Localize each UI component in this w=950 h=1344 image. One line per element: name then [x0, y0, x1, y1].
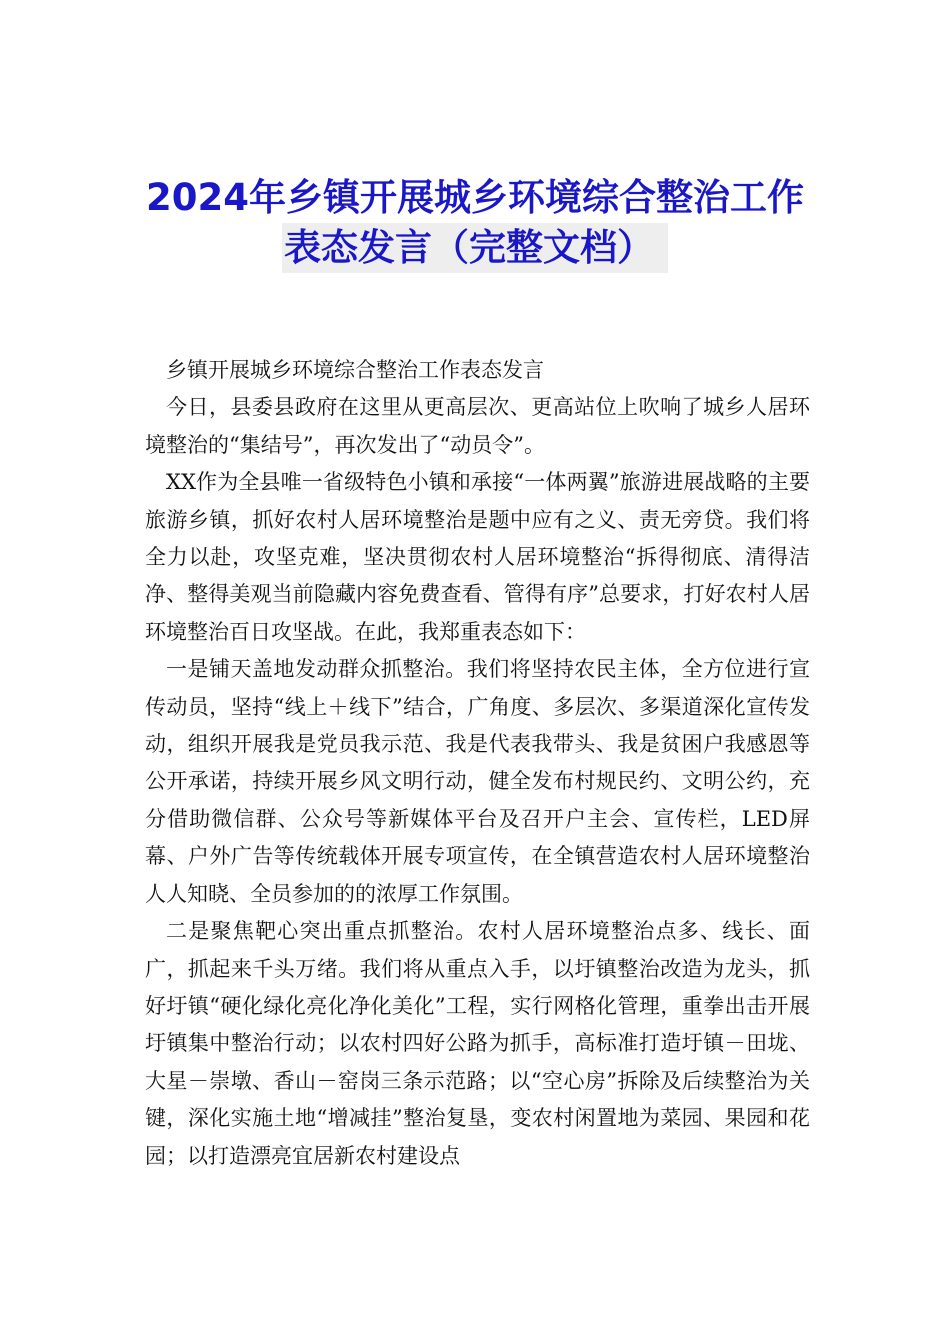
document-title: [0, 173, 950, 273]
paragraph-pledge: XX作为全县唯一省级特色小镇和承接“一体两翼”旅游进展战略的主要旅游乡镇，抓好农村人居环境整治是题中应有之义、责无旁贷。我们将全力以赴，攻坚克难，坚决贯彻农村人居环境整治“拆得彻底、清得洁净、整得美观当前隐藏内容免费查看、管得有序”总要求，打好农村人居环境整治百日攻坚战。在此，我郑重表态如下：: [145, 470, 810, 644]
paragraph-opening: 今日，县委县政府在这里从更高层次、更高站位上吹响了城乡人居环境整治的“集结号”，再次发出了“动员令”。: [145, 395, 810, 457]
title-line-2: 表态发言（完整文档）: [282, 223, 668, 273]
document-body: [145, 352, 810, 1175]
speech-subtitle: 乡镇开展城乡环境综合整治工作表态发言: [166, 358, 544, 382]
paragraph-point-one: 一是铺天盖地发动群众抓整治。我们将坚持农民主体，全方位进行宣传动员，坚持“线上＋线下”结合，广角度、多层次、多渠道深化宣传发动，组织开展我是党员我示范、我是代表我带头、我是贫困户我感恩等公开承诺，持续开展乡风文明行动，健全发布村规民约、文明公约，充分借助微信群、公众号等新媒体平台及召开户主会、宣传栏，LED屏幕、户外广告等传统载体开展专项宣传，在全镇营造农村人居环境整治人人知晓、全员参加的的浓厚工作氛围。: [145, 657, 810, 906]
paragraph-point-two: 二是聚焦靶心突出重点抓整治。农村人居环境整治点多、线长、面广，抓起来千头万绪。我们将从重点入手，以圩镇整治改造为龙头，抓好圩镇“硬化绿化亮化净化美化”工程，实行网格化管理，重拳出击开展圩镇集中整治行动；以农村四好公路为抓手，高标准打造圩镇－田垅、大星－崇墩、香山－窑岗三条示范路；以“空心房”拆除及后续整治为关键，深化实施土地“增减挂”整治复垦，变农村闲置地为菜园、果园和花园；以打造漂亮宜居新农村建设点: [145, 919, 810, 1168]
title-line-1: 2024年乡镇开展城乡环境综合整治工作: [146, 176, 804, 219]
